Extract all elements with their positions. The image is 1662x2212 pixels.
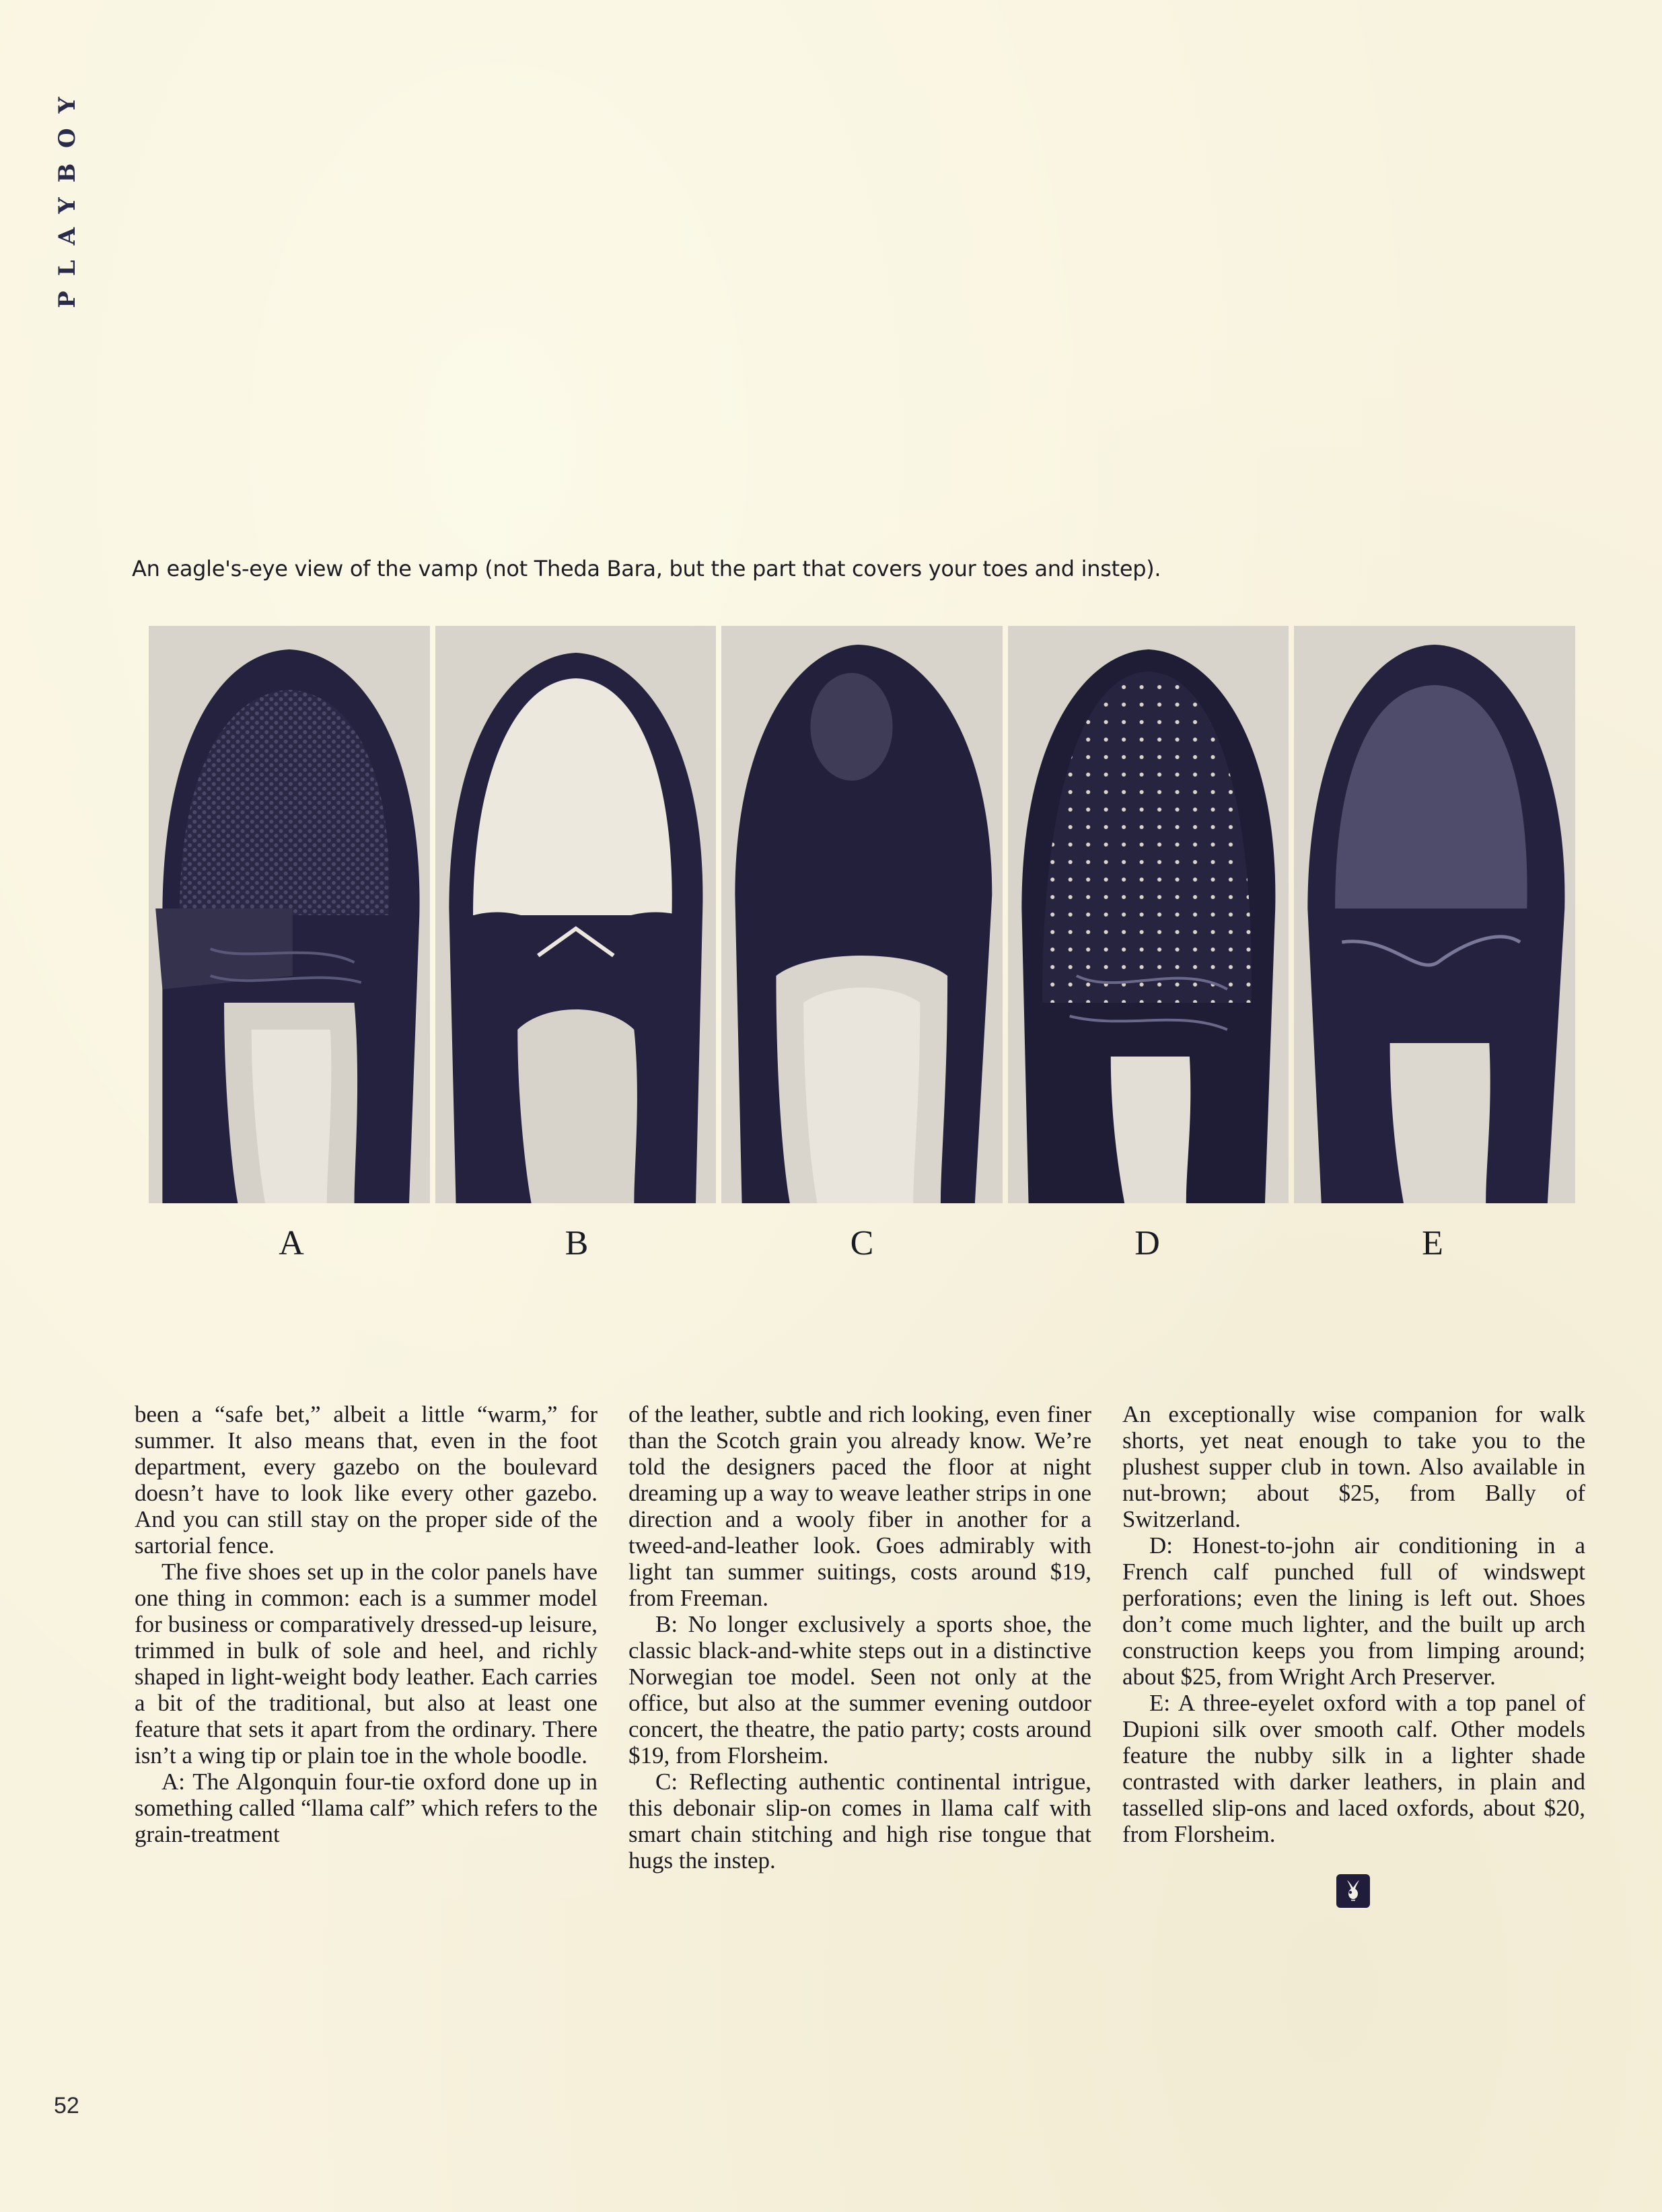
shoe-e-image — [1294, 626, 1575, 1203]
article-body — [135, 1401, 1588, 1908]
paragraph: been a “safe bet,” albeit a little “warm,” for summer. It also means that, even in the foot department, every gazebo on the boulevard doesn’t have to look like every other gazebo. And you can still stay on the proper side of the sartorial fence. — [135, 1401, 598, 1559]
shoe-photo-e — [1294, 626, 1575, 1203]
article-column-1 — [135, 1401, 598, 1908]
article-column-2 — [628, 1401, 1091, 1908]
page-number: 52 — [54, 2093, 79, 2118]
shoe-label-c: C — [850, 1224, 874, 1262]
paragraph-shoe-b: B: No longer exclusively a sports shoe, the classic black-and-white steps out in a distinctive Norwegian toe model. Seen not only at the office, but also at the summer evening outdoor concert, the theatre, the patio party; costs around $19, from Florsheim. — [628, 1611, 1091, 1769]
paragraph-shoe-e: E: A three-eyelet oxford with a top panel of Dupioni silk over smooth calf. Other models feature the nubby silk in a lighter shade contrasted with darker leathers, in plain and tasselled slip-ons and laced oxfords, about $20, from Florsheim. — [1122, 1690, 1585, 1847]
paragraph: An exceptionally wise companion for walk shorts, yet neat enough to take you to the plushest supper club in town. Also available in nut-brown; about $25, from Bally of Switzerland. — [1122, 1401, 1585, 1532]
rabbit-head-icon — [1336, 1874, 1370, 1908]
shoe-photo-a — [149, 626, 430, 1203]
shoe-label-b: B — [565, 1224, 589, 1262]
shoe-photo-strip — [149, 626, 1575, 1203]
masthead-text: PLAYBOY — [54, 82, 81, 308]
shoe-a-image — [149, 626, 430, 1203]
paragraph: The five shoes set up in the color panels have one thing in common: each is a summer model for business or comparatively dressed-up leisure, trimmed in bulk of sole and heel, and richly shaped in light-weight body leather. Each carries a bit of the traditional, but also at least one feature that sets it apart from the ordinary. There isn’t a wing tip or plain toe in the whole boodle. — [135, 1559, 598, 1769]
shoe-d-image — [1008, 626, 1289, 1203]
shoe-label-e: E — [1422, 1224, 1443, 1262]
paragraph-shoe-c: C: Reflecting authentic continental intrigue, this debonair slip-on comes in llama calf with smart chain stitching and high rise tongue that hugs the instep. — [628, 1769, 1091, 1874]
shoe-label-d: D — [1134, 1224, 1160, 1262]
shoe-letter-labels — [149, 1223, 1575, 1263]
paragraph-shoe-a: A: The Algonquin four-tie oxford done up in something called “llama calf” which refers to the grain-treatment — [135, 1769, 598, 1847]
shoe-label-a: A — [279, 1224, 304, 1262]
shoe-c-image — [721, 626, 1003, 1203]
paragraph-shoe-d: D: Honest-to-john air conditioning in a French calf punched full of windswept perforations; even the lining is left out. Shoes don’t come much lighter, and the built up arch construction keeps you from limping around; about $25, from Wright Arch Preserver. — [1122, 1532, 1585, 1690]
shoe-photo-c — [721, 626, 1003, 1203]
shoe-b-image — [435, 626, 717, 1203]
photo-caption: An eagle's-eye view of the vamp (not Theda Bara, but the part that covers your toes and instep). — [132, 556, 1161, 581]
paragraph: of the leather, subtle and rich looking, even finer than the Scotch grain you already know. We’re told the designers paced the floor at night dreaming up a way to weave leather strips in one direction and a wooly fiber in another for a tweed-and-leather look. Goes admirably with light tan summer suitings, costs around $19, from Freeman. — [628, 1401, 1091, 1611]
shoe-photo-b — [435, 626, 717, 1203]
shoe-photo-d — [1008, 626, 1289, 1203]
masthead-vertical — [47, 67, 87, 323]
article-column-3 — [1122, 1401, 1585, 1908]
